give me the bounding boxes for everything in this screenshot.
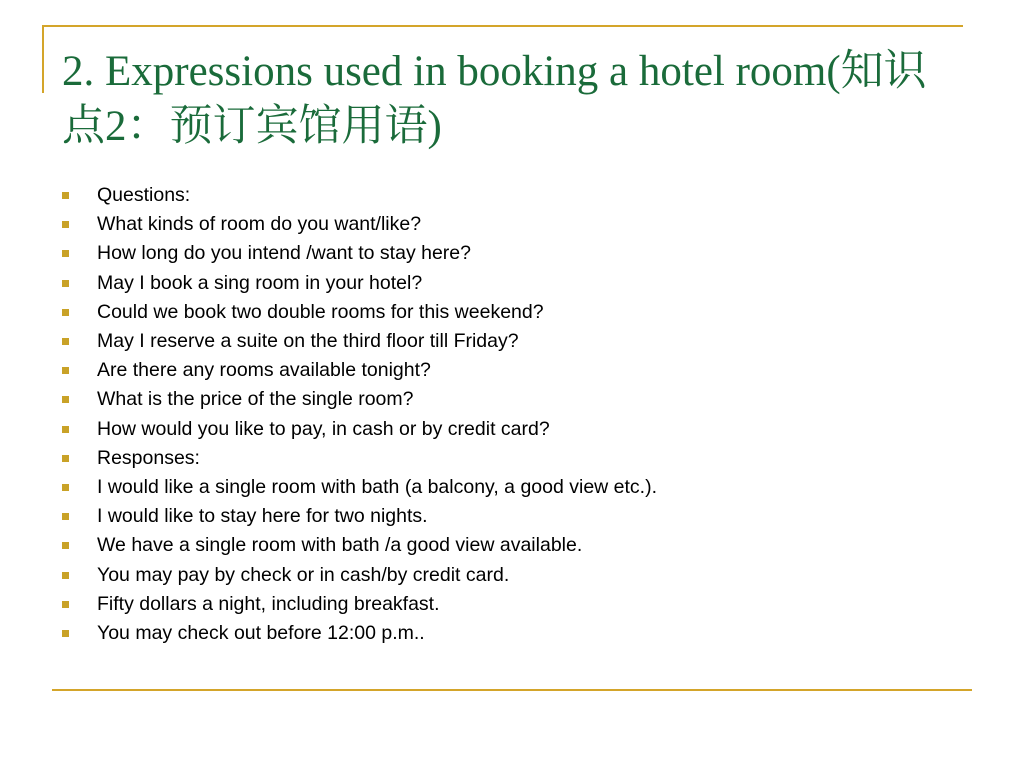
list-item	[62, 444, 962, 473]
square-bullet-icon	[62, 309, 69, 316]
list-item-text: What kinds of room do you want/like?	[97, 213, 422, 236]
square-bullet-icon	[62, 396, 69, 403]
square-bullet-icon	[62, 367, 69, 374]
square-bullet-icon	[62, 192, 69, 199]
list-item-text: You may pay by check or in cash/by credit card.	[97, 563, 510, 586]
list-item	[62, 385, 962, 414]
bullet-list	[62, 181, 962, 648]
list-item-text: Could we book two double rooms for this weekend?	[97, 300, 544, 323]
list-item-text: May I reserve a suite on the third floor till Friday?	[97, 330, 519, 353]
list-item	[62, 298, 962, 327]
list-item	[62, 239, 962, 268]
list-item	[62, 502, 962, 531]
square-bullet-icon	[62, 250, 69, 257]
list-item	[62, 181, 962, 210]
list-item-text: Fifty dollars a night, including breakfast.	[97, 592, 440, 615]
square-bullet-icon	[62, 426, 69, 433]
list-item	[62, 590, 962, 619]
square-bullet-icon	[62, 542, 69, 549]
list-item-text: Questions:	[97, 184, 191, 207]
list-item	[62, 210, 962, 239]
left-rule	[42, 25, 44, 93]
list-item-text: I would like a single room with bath (a balcony, a good view etc.).	[97, 475, 658, 498]
list-item-text: You may check out before 12:00 p.m..	[97, 621, 425, 644]
square-bullet-icon	[62, 601, 69, 608]
list-item-text: Are there any rooms available tonight?	[97, 359, 431, 382]
list-item-text: We have a single room with bath /a good view available.	[97, 534, 583, 557]
square-bullet-icon	[62, 338, 69, 345]
square-bullet-icon	[62, 484, 69, 491]
slide-title: 2. Expressions used in booking a hotel room(知识点2：预订宾馆用语)	[62, 48, 927, 150]
square-bullet-icon	[62, 513, 69, 520]
list-item	[62, 415, 962, 444]
square-bullet-icon	[62, 630, 69, 637]
list-item	[62, 560, 962, 589]
list-item-text: How would you like to pay, in cash or by credit card?	[97, 417, 550, 440]
bottom-rule	[52, 689, 972, 691]
square-bullet-icon	[62, 572, 69, 579]
list-item	[62, 327, 962, 356]
square-bullet-icon	[62, 455, 69, 462]
top-rule	[42, 25, 963, 27]
list-item	[62, 619, 962, 648]
list-item-text: I would like to stay here for two nights.	[97, 505, 428, 528]
list-item	[62, 473, 962, 502]
list-item	[62, 269, 962, 298]
list-item	[62, 356, 962, 385]
square-bullet-icon	[62, 221, 69, 228]
list-item-text: What is the price of the single room?	[97, 388, 414, 411]
square-bullet-icon	[62, 280, 69, 287]
list-item-text: May I book a sing room in your hotel?	[97, 271, 423, 294]
list-item-text: Responses:	[97, 446, 200, 469]
list-item-text: How long do you intend /want to stay here?	[97, 242, 471, 265]
list-item	[62, 531, 962, 560]
